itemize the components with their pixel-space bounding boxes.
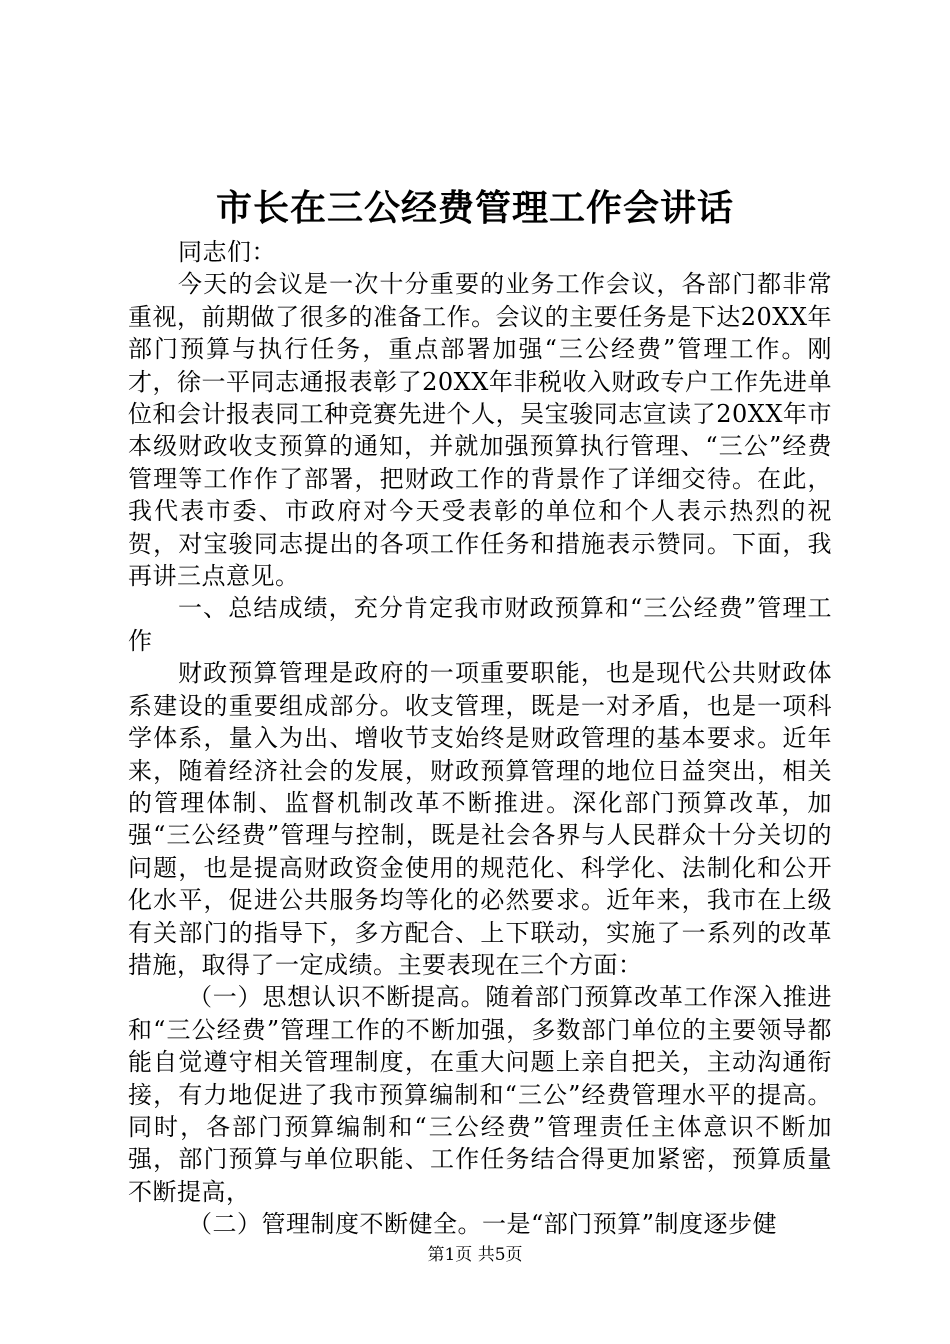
document-body [128,236,832,1241]
paragraph-opening: 今天的会议是一次十分重要的业务工作会议，各部门都非常重视，前期做了很多的准备工作。会议的主要任务是下达20XX年部门预算与执行任务，重点部署加强“三公经费”管理工作。刚才，徐一平同志通报表彰了20XX年非税收入财政专户工作先进单位和会计报表同工种竞赛先进个人，吴宝骏同志宣读了20XX年市本级财政收支预算的通知，并就加强预算执行管理、“三公”经费管理等工作作了部署，把财政工作的背景作了详细交待。在此，我代表市委、市政府对今天受表彰的单位和个人表示热烈的祝贺，对宝骏同志提出的各项工作任务和措施表示赞同。下面，我再讲三点意见。 [128,270,832,591]
paragraph-point-2: （二）管理制度不断健全。一是“部门预算”制度逐步健 [188,1210,778,1239]
document-title: 市长在三公经费管理工作会讲话 [215,187,734,229]
paragraph-budget-management: 财政预算管理是政府的一项重要职能，也是现代公共财政体系建设的重要组成部分。收支管理，既是一对矛盾，也是一项科学体系，量入为出、增收节支始终是财政管理的基本要求。近年来，随着经济社会的发展，财政预算管理的地位日益突出，相关的管理体制、监督机制改革不断推进。深化部门预算改革，加强“三公经费”管理与控制，既是社会各界与人民群众十分关切的问题，也是提高财政资金使用的规范化、科学化、法制化和公开化水平，促进公共服务均等化的必然要求。近年来，我市在上级有关部门的指导下，多方配合、上下联动，实施了一系列的改革措施，取得了一定成绩。主要表现在三个方面： [128,659,832,979]
salutation: 同志们： [178,238,276,266]
section-heading-1: 一、总结成绩，充分肯定我市财政预算和“三公经费”管理工作 [128,594,832,655]
paragraph-point-1: （一）思想认识不断提高。随着部门预算改革工作深入推进和“三公经费”管理工作的不断加强，多数部门单位的主要领导都能自觉遵守相关管理制度，在重大问题上亲自把关，主动沟通衔接，有力地促进了我市预算编制和“三公”经费管理水平的提高。同时，各部门预算编制和“三公经费”管理责任主体意识不断加强，部门预算与单位职能、工作任务结合得更加紧密，预算质量不断提高， [128,983,832,1206]
page-footer: 第1页 共5页 [427,1245,523,1265]
